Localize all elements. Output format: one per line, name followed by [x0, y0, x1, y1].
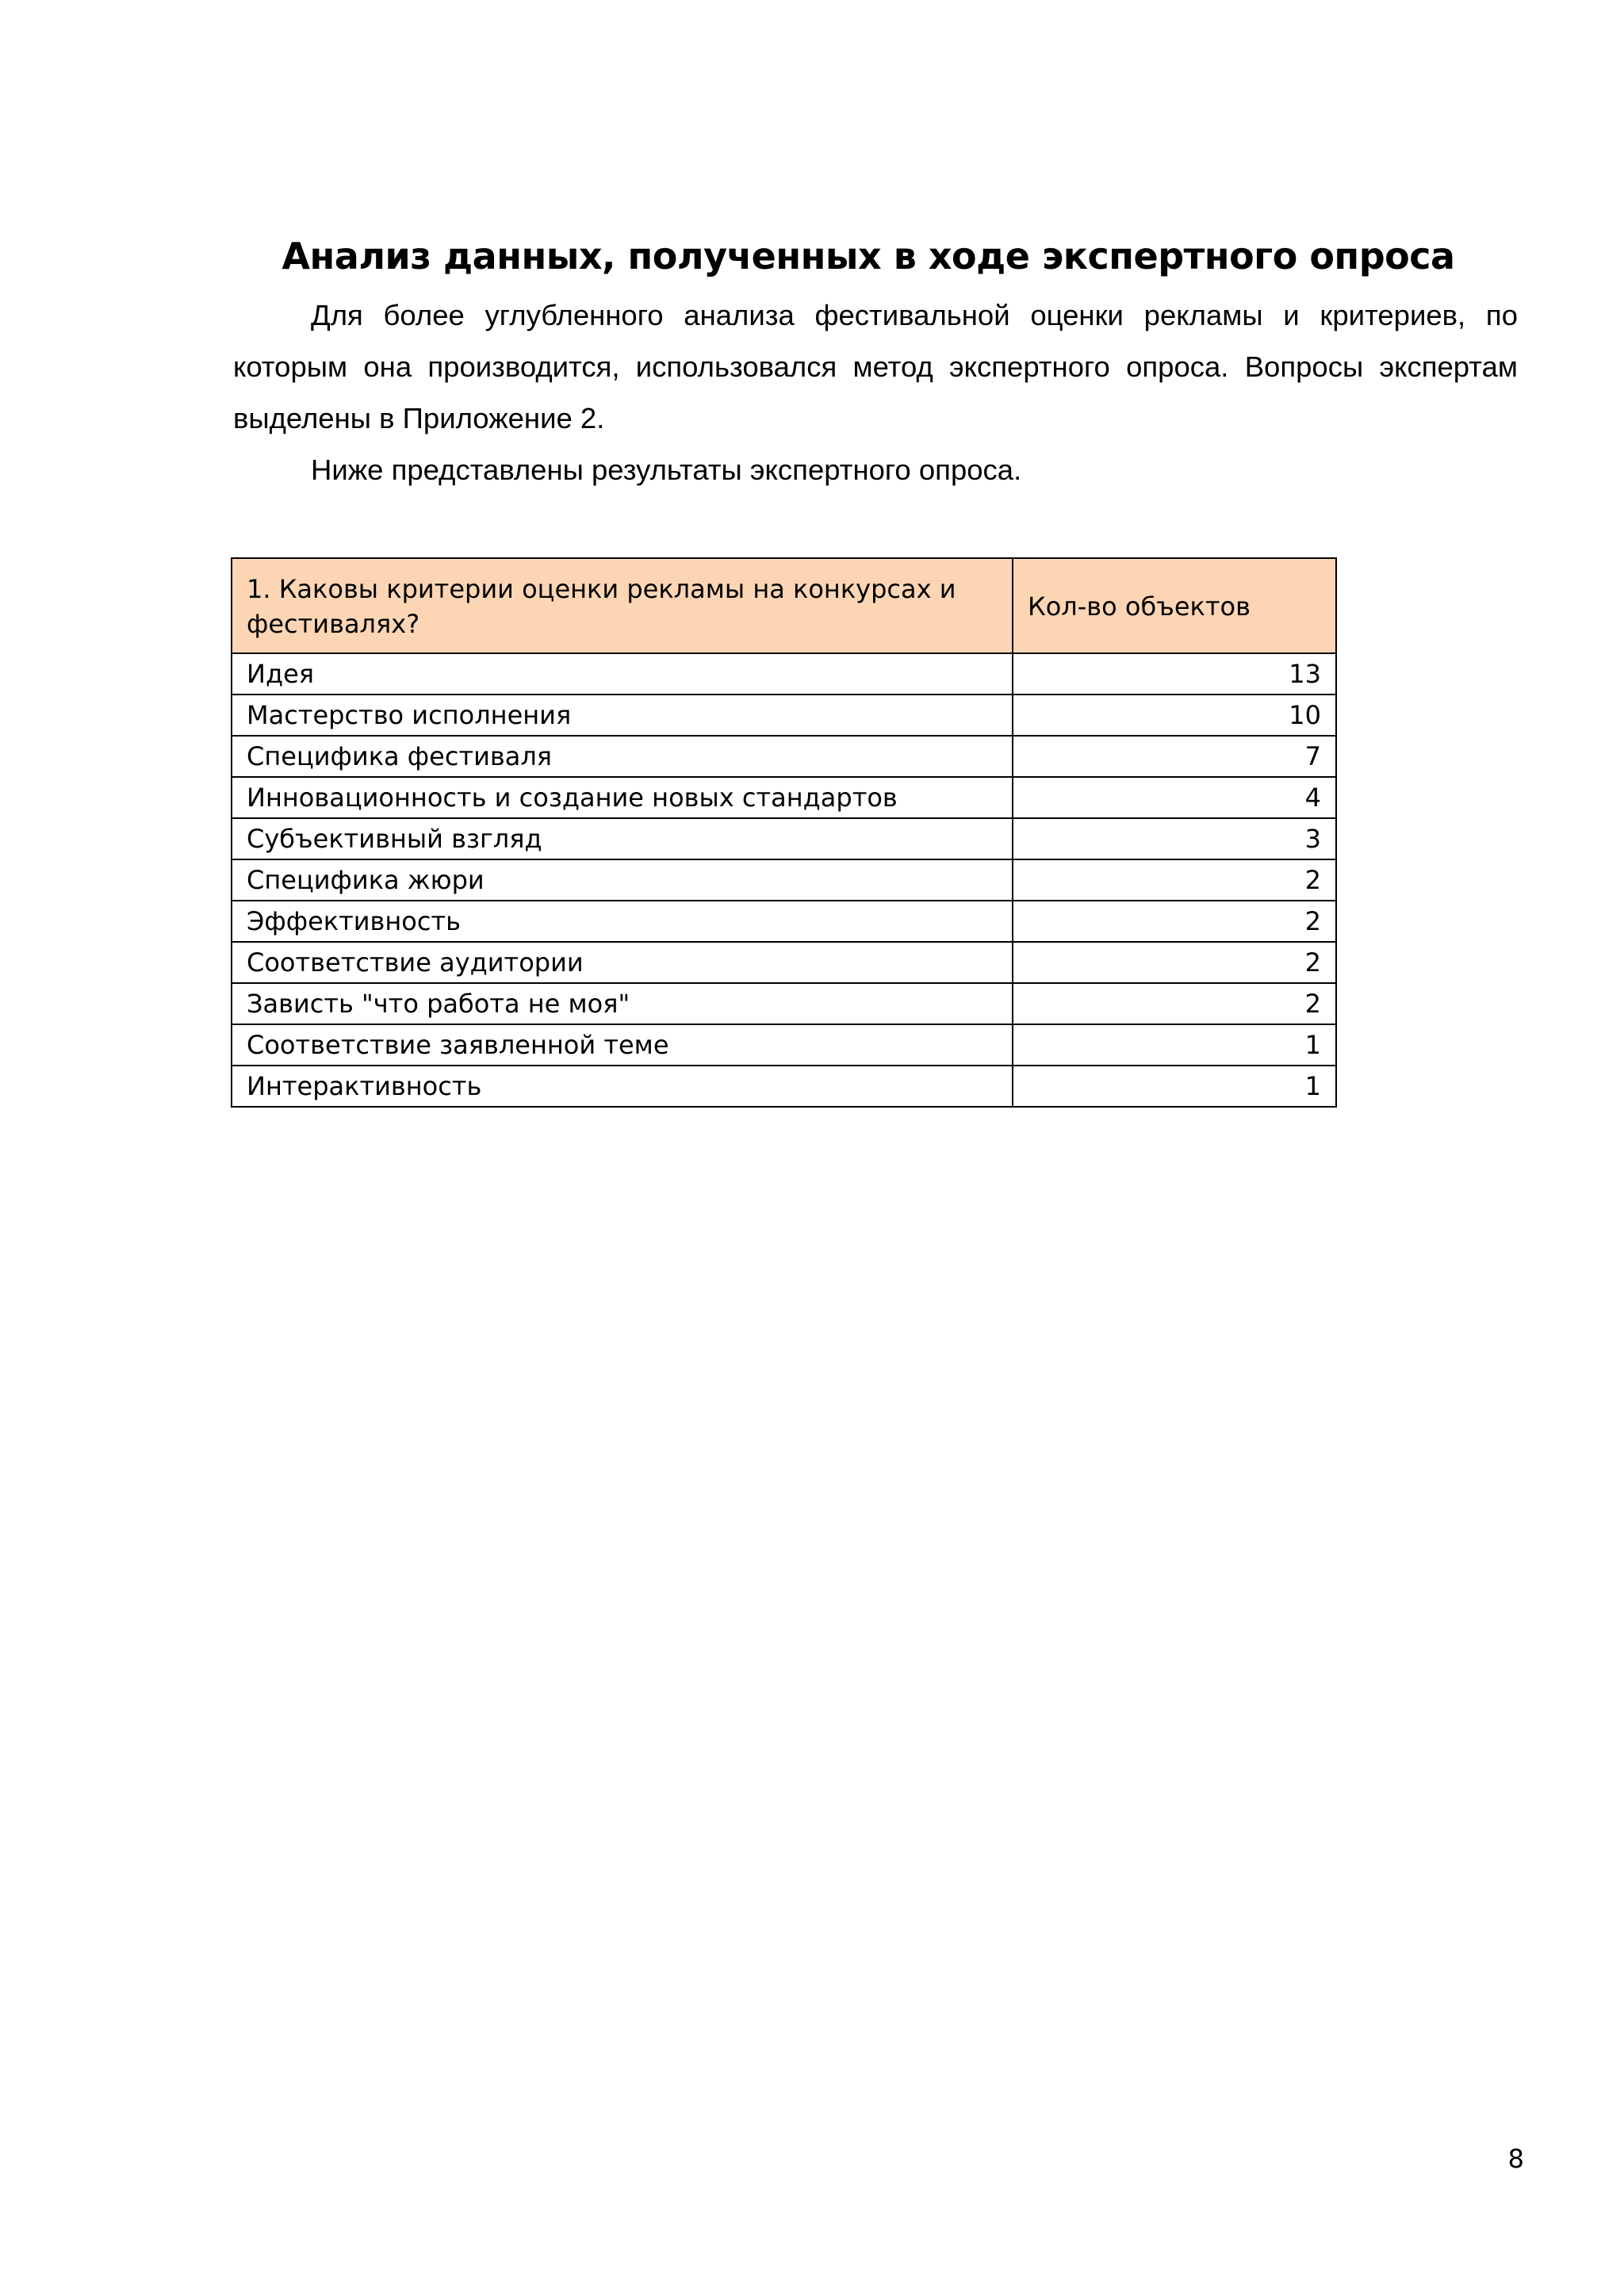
row-label: Идея	[232, 653, 1013, 695]
page-title: Анализ данных, полученных в ходе экспертного опроса	[282, 234, 1455, 277]
results-paragraph: Ниже представлены результаты экспертного опроса.	[311, 453, 1022, 486]
row-label: Соответствие заявленной теме	[232, 1024, 1013, 1066]
row-label: Эффективность	[232, 901, 1013, 942]
row-label: Специфика фестиваля	[232, 736, 1013, 777]
row-label: Интерактивность	[232, 1066, 1013, 1107]
row-label: Инновационность и создание новых стандартов	[232, 777, 1013, 818]
table-row	[232, 1024, 1336, 1066]
row-label: Мастерство исполнения	[232, 695, 1013, 736]
row-value: 1	[1013, 1024, 1336, 1066]
table-row	[232, 859, 1336, 901]
survey-results-table	[231, 557, 1337, 1108]
row-label: Специфика жюри	[232, 859, 1013, 901]
page-number: 8	[1507, 2144, 1524, 2174]
table-row	[232, 901, 1336, 942]
row-value: 13	[1013, 653, 1336, 695]
intro-paragraph: Для более углубленного анализа фестивальной оценки рекламы и критериев, по которым она производится, использовался метод экспертного опроса. Вопросы экспертам выделены в Приложение 2.	[233, 299, 1518, 434]
table-row	[232, 983, 1336, 1024]
table-row	[232, 736, 1336, 777]
row-label: Зависть "что работа не моя"	[232, 983, 1013, 1024]
row-value: 2	[1013, 983, 1336, 1024]
row-value: 2	[1013, 859, 1336, 901]
table-row	[232, 818, 1336, 859]
row-value: 2	[1013, 901, 1336, 942]
row-value: 7	[1013, 736, 1336, 777]
row-value: 3	[1013, 818, 1336, 859]
header-question: 1. Каковы критерии оценки рекламы на конкурсах и фестивалях?	[232, 558, 1013, 653]
table-row	[232, 653, 1336, 695]
row-label: Соответствие аудитории	[232, 942, 1013, 983]
body-text	[233, 289, 1518, 496]
row-value: 1	[1013, 1066, 1336, 1107]
header-count: Кол-во объектов	[1013, 558, 1336, 653]
table-row	[232, 1066, 1336, 1107]
row-value: 10	[1013, 695, 1336, 736]
row-value: 4	[1013, 777, 1336, 818]
table-header-row	[232, 558, 1336, 653]
table-row	[232, 695, 1336, 736]
row-value: 2	[1013, 942, 1336, 983]
table-row	[232, 777, 1336, 818]
table-row	[232, 942, 1336, 983]
row-label: Субъективный взгляд	[232, 818, 1013, 859]
